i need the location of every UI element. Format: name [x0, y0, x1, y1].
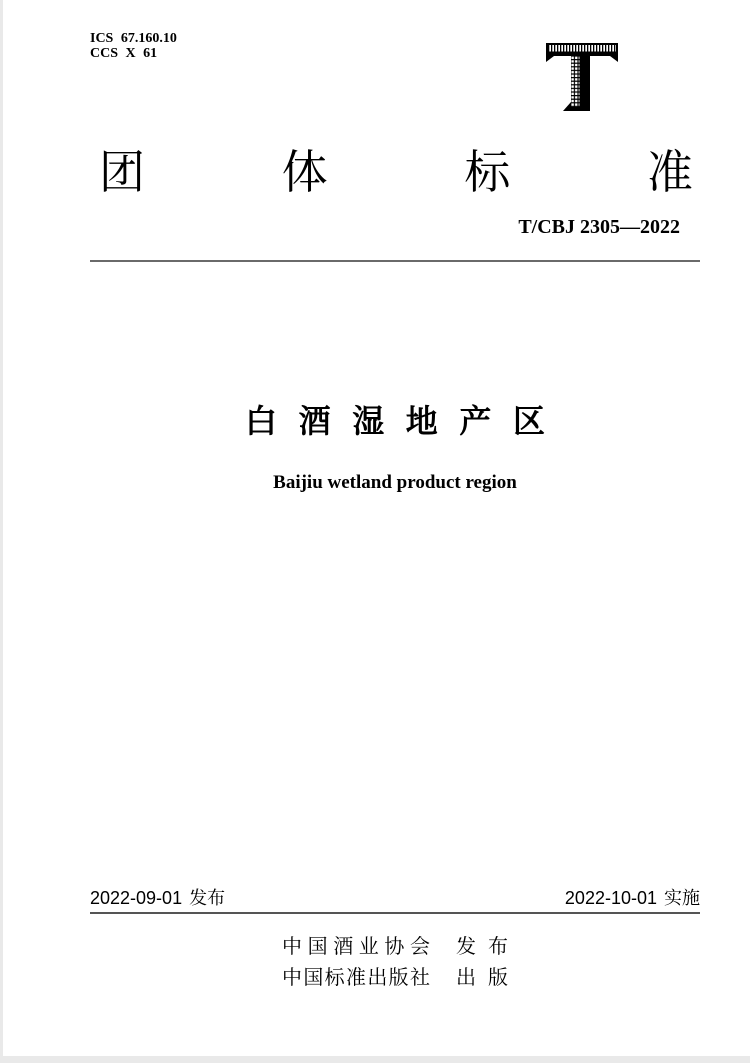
standard-type-heading: 团 体 标 准 — [99, 146, 693, 198]
t-logo-icon — [545, 41, 619, 111]
classification-codes — [90, 31, 177, 61]
release-date — [90, 887, 225, 909]
ics-code: ICS 67.160.10 — [90, 31, 177, 46]
dates-row — [90, 887, 700, 909]
implementation-date-label: 实施 — [664, 888, 700, 908]
implementation-date-value: 2022-10-01 — [564, 888, 657, 908]
press-row — [282, 964, 508, 989]
publisher-row — [282, 933, 508, 958]
implementation-date — [565, 887, 700, 909]
publisher-name: 中 国 酒 业 协 会 — [282, 935, 430, 958]
publishers-block — [90, 933, 700, 995]
document-title-english: Baijiu wetland product region — [273, 472, 517, 493]
press-role: 出 版 — [456, 966, 508, 989]
release-date-value: 2022-09-01 — [90, 888, 183, 908]
standard-cover-page — [3, 0, 750, 1056]
header-rule — [90, 260, 700, 262]
footer-rule — [90, 912, 700, 914]
press-name: 中 国 标 准 出 版 社 — [282, 966, 430, 989]
ccs-code: CCS X 61 — [90, 46, 158, 61]
group-standard-logo — [545, 41, 619, 111]
document-title-chinese: 白 酒 湿 地 产 区 — [245, 403, 545, 439]
standard-number: T/CBJ 2305—2022 — [518, 216, 680, 238]
release-date-label: 发布 — [189, 888, 226, 908]
publisher-role: 发 布 — [456, 935, 508, 958]
